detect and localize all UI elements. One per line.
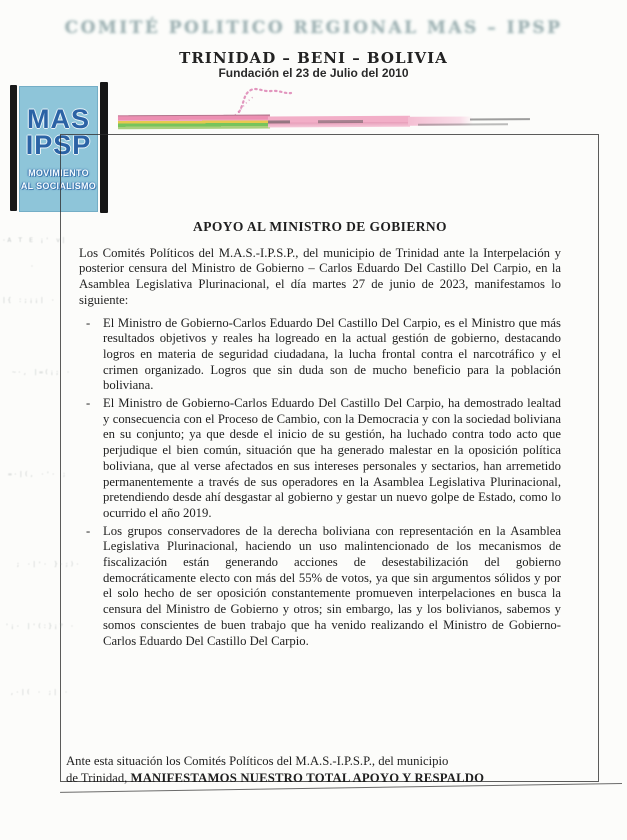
bullet-item (79, 316, 561, 395)
logo-text-movimiento: MOVIMIENTO (28, 168, 89, 178)
color-band-tricolor (118, 115, 270, 130)
location-line: TRINIDAD – BENI – BOLIVIA (179, 49, 448, 67)
margin-artifact: · (30, 262, 36, 270)
margin-artifact: |{ :;¡¡| · (2, 296, 57, 304)
margin-artifact: ·A T E ¡' v| (2, 236, 67, 244)
margin-artifact: '¡· |'(:}¡? · (5, 622, 76, 630)
foundation-line: Fundación el 23 de Julio del 2010 (218, 66, 409, 80)
closing-line2 (66, 770, 561, 787)
bullet-text: El Ministro de Gobierno-Carlos Eduardo Del Castillo Del Carpio, ha demostrado lealtad y consecuencia con el Proceso de Cambio, con la Democracia y con la sociedad boliviana en su conjunto; ya que desde el inicio de su gestión, ha luchado contra todo acto que perjudique el bien común, situación que ha generado malestar en la oposición política boliviana, que al verse afectados en sus intereses personales y sectarios, han arremetido permanentemente a través de sus operadores en la Asamblea Legislativa Plurinacional, pretendiendo desde ahí desgastar al gobierno y gestar un nuevo golpe de Estado, como lo ocurrido el año 2019. (103, 396, 561, 520)
bullet-item (79, 524, 561, 650)
logo-text-ipsp: IPSP (25, 130, 92, 160)
bullet-dash-marker: - (86, 396, 91, 411)
intro-paragraph: Los Comités Políticos del M.A.S.-I.P.S.P., del municipio de Trinidad ante la Interpelación y posterior censura del Ministro de Gobierno – Carlos Eduardo Del Castillo Del Carpio, en la Asamblea Legislativa Plurinacional, el día martes 27 de junio de 2023, manifestamos lo siguiente: (79, 245, 561, 307)
document-title: APOYO AL MINISTRO DE GOBIERNO (193, 219, 447, 234)
color-band-pink-segment (268, 116, 410, 128)
logo-text-al-socialismo: AL SOCIALISMO (20, 181, 97, 191)
faded-header-title: COMITÉ POLITICO REGIONAL MAS – IPSP (64, 18, 563, 38)
document-body (79, 219, 561, 651)
bullet-dash-marker: - (86, 315, 91, 330)
closing-line1: Ante esta situación los Comités Políticos del M.A.S.-I.P.S.P., del municipio (66, 754, 449, 768)
bullet-dash-marker: - (86, 523, 91, 538)
bullet-item (79, 396, 561, 522)
margin-artifact: ,·|( · ;| · (10, 688, 70, 696)
bullet-text: El Ministro de Gobierno-Carlos Eduardo Del Castillo Del Carpio, es el Ministro que más resultados objetivos y reales ha logreado en la actual gestión de gobierno, destacando logros en materia de seguridad ciudadana, la lucha frontal contra el narcotráfico y el crimen organizado. Logros que sin duda son de mucho beneficio para la población boliviana. (103, 315, 561, 393)
closing-statement-bold: MANIFESTAMOS NUESTRO TOTAL APOYO Y RESPALDO (130, 770, 485, 785)
logo-left-bar (10, 85, 17, 211)
logo-text-mas: MAS (27, 104, 90, 134)
color-band (118, 111, 618, 136)
margin-artifact: ~·, |=(¡; · (12, 368, 72, 376)
margin-artifact: ; ·|'· }·;)· (16, 560, 81, 568)
margin-artifact: =·|(, ·'· ; (8, 470, 68, 478)
color-band-dark-dash (470, 118, 530, 120)
color-band-dark-dash2 (418, 123, 508, 125)
closing-paragraph (66, 753, 561, 786)
bullet-text: Los grupos conservadores de la derecha boliviana con representación en la Asamblea Legislativa Plurinacional, haciendo un uso malintencionado de los mecanismos de fiscalización están generando acciones de desestabilización del gobierno democráticamente electo con más del 55% de votos, ya que sin argumentos sólidos y por el solo hecho de ser oposición constantemente promueven interpelaciones en busca la censura del Ministro de Gobierno y otros; sin embargo, las y los bolivianos, sabemos y somos conscientes de buen trabajo que ha venido realizando el Ministro de Gobierno-Carlos Eduardo Del Castillo Del Carpio. (103, 523, 561, 648)
closing-line2-normal: de Trinidad, (66, 770, 131, 785)
bullet-list (79, 316, 561, 650)
